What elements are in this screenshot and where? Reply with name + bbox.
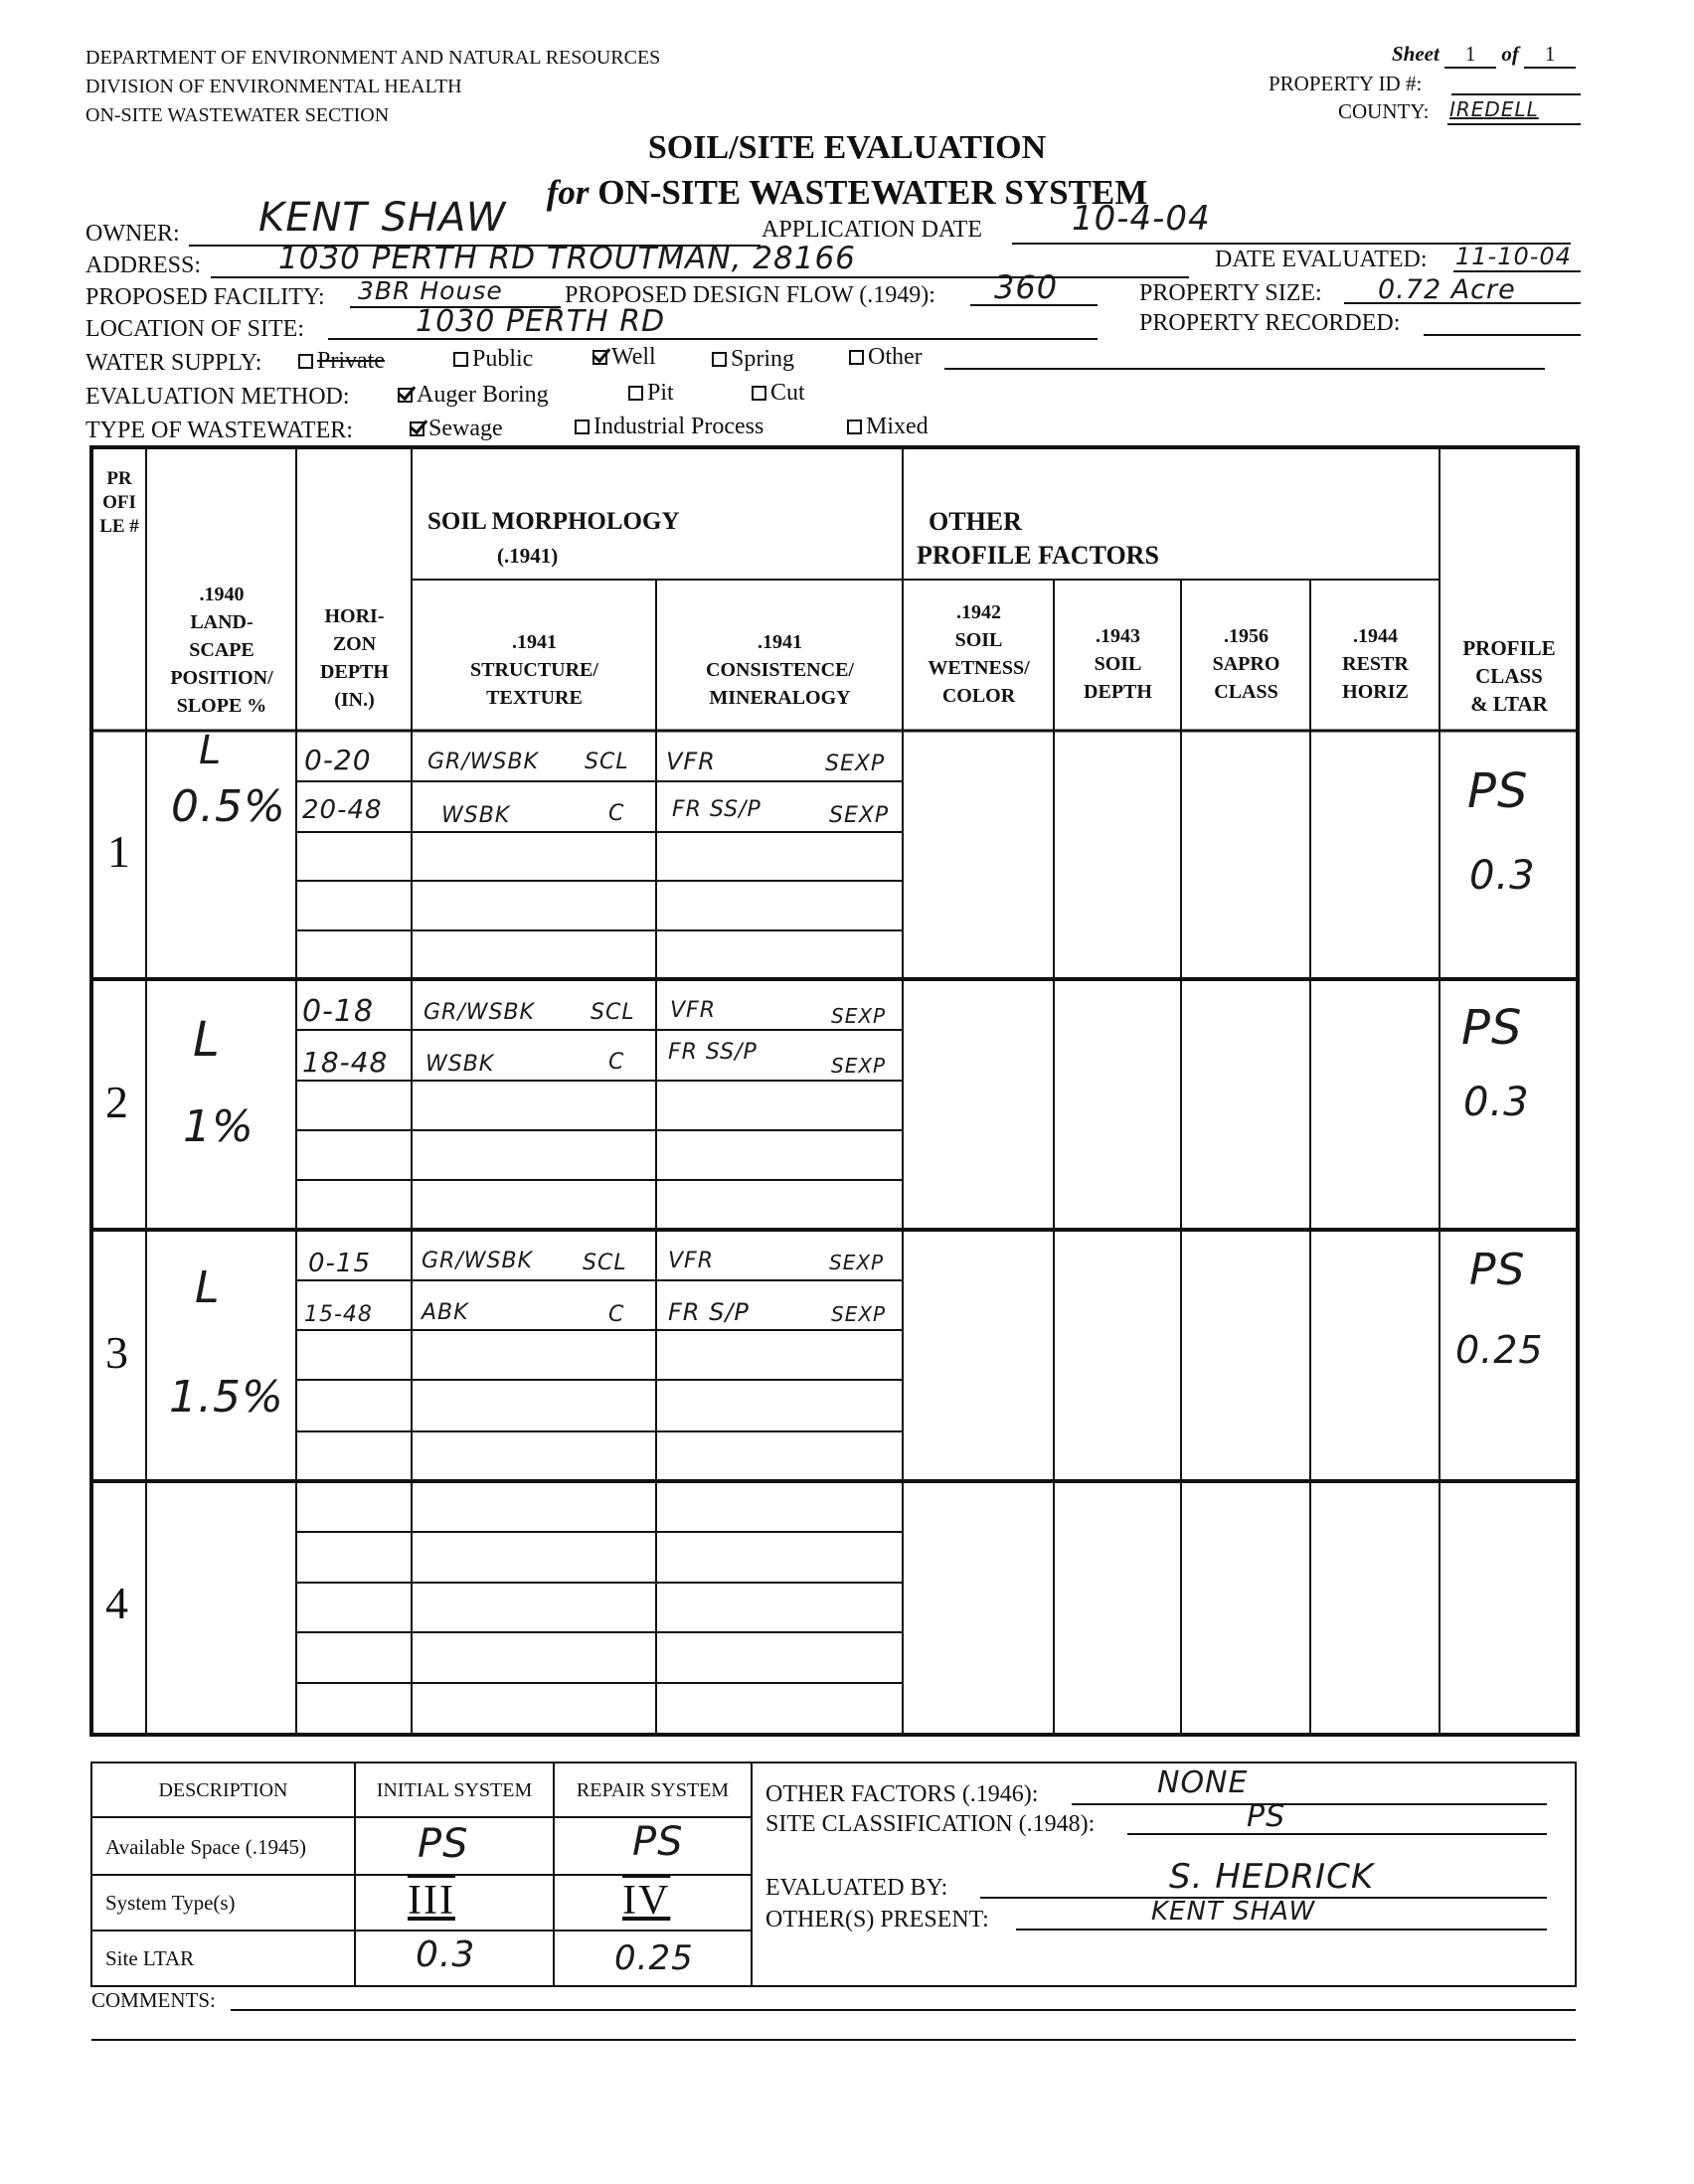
site-class-value[interactable]: PS	[1247, 1799, 1286, 1834]
evaluated-by-signature[interactable]: S. HEDRICK	[1169, 1857, 1375, 1897]
landscape-position[interactable]: L	[195, 1262, 221, 1313]
consistence-header-line: .1941	[758, 631, 802, 653]
restr-header-line: HORIZ	[1342, 681, 1409, 703]
restr-column-header	[1311, 622, 1440, 706]
mineralogy-value[interactable]: SEXP	[831, 1054, 887, 1078]
mineralogy-value[interactable]: SEXP	[829, 803, 890, 828]
mineralogy-value[interactable]: SEXP	[831, 1302, 887, 1326]
horizon-header-line: ZON	[332, 633, 377, 655]
proposed-facility-label: PROPOSED FACILITY:	[85, 284, 325, 310]
others-present-label: OTHER(S) PRESENT:	[765, 1907, 989, 1932]
site-class-line	[1127, 1833, 1547, 1835]
ltar-value[interactable]: 0.3	[1469, 853, 1536, 899]
landscape-header-line: LAND-	[190, 611, 254, 633]
consistence-value[interactable]: VFR	[668, 1249, 714, 1273]
horizon-header-line: HORI-	[324, 605, 385, 627]
landscape-header-line: POSITION/	[170, 667, 273, 689]
structure-header-line: TEXTURE	[486, 687, 583, 709]
site-ltar-label: Site LTAR	[105, 1946, 195, 1970]
spring-label: Spring	[731, 346, 795, 372]
wetness-header-line: SOIL	[954, 629, 1003, 651]
texture-value[interactable]: SCL	[591, 1000, 635, 1025]
horizon-header-line: (IN.)	[334, 689, 375, 711]
profile-class-header-line: PROFILE	[1462, 636, 1556, 660]
restr-header-line: .1944	[1353, 625, 1398, 647]
soil-depth-header-line: SOIL	[1094, 653, 1142, 675]
wastewater-type-label: TYPE OF WASTEWATER:	[85, 418, 353, 443]
other-factors-subtitle: PROFILE FACTORS	[917, 541, 1159, 570]
landscape-position[interactable]: L	[199, 728, 223, 773]
consistence-value[interactable]: FR SS/P	[672, 797, 762, 822]
profile-class-header-line: & LTAR	[1470, 692, 1548, 716]
owner-value[interactable]: KENT SHAW	[258, 195, 507, 241]
location-label: LOCATION OF SITE:	[85, 316, 304, 342]
design-flow-value[interactable]: 360	[994, 268, 1059, 306]
horizon-depth[interactable]: 18-48	[302, 1046, 389, 1079]
evaluation-method-label: EVALUATION METHOD:	[85, 384, 350, 410]
address-label: ADDRESS:	[85, 252, 202, 278]
soil-depth-column-header	[1055, 622, 1181, 706]
horizon-header-line: DEPTH	[320, 661, 389, 683]
horizon-depth[interactable]: 20-48	[302, 795, 383, 825]
structure-value[interactable]: ABK	[422, 1300, 469, 1325]
wetness-column-header	[904, 598, 1054, 710]
system-type-label: System Type(s)	[105, 1891, 236, 1915]
cut-label: Cut	[770, 380, 805, 406]
texture-value[interactable]: C	[608, 1050, 625, 1075]
consistence-header-line: MINERALOGY	[709, 687, 851, 709]
soil-morphology-header	[427, 505, 680, 573]
profile-number: 4	[105, 1578, 128, 1628]
industrial-label: Industrial Process	[593, 414, 764, 439]
soil-morphology-title: SOIL MORPHOLOGY	[427, 508, 680, 535]
auger-boring-label: Auger Boring	[417, 382, 549, 408]
county-label: COUNTY:	[1338, 99, 1430, 123]
form-subtitle-text: ON-SITE WASTEWATER SYSTEM	[597, 173, 1148, 212]
property-id-label: PROPERTY ID #:	[1269, 72, 1423, 95]
other-label: Other	[868, 344, 923, 370]
agency-line: ON-SITE WASTEWATER SECTION	[85, 104, 390, 126]
other-factors-title: OTHER	[929, 507, 1022, 536]
address-value[interactable]: 1030 PERTH RD TROUTMAN, 28166	[278, 241, 856, 276]
site-ltar-initial[interactable]: 0.3	[416, 1934, 476, 1975]
structure-header-line: .1941	[512, 631, 557, 653]
landscape-header-line: .1940	[199, 584, 245, 605]
profile-class-value[interactable]: PS	[1461, 1000, 1523, 1056]
sheet-total[interactable]: 1	[1524, 42, 1576, 69]
form-title: SOIL/SITE EVALUATION	[647, 129, 1047, 166]
ltar-value[interactable]: 0.3	[1463, 1080, 1530, 1125]
horizon-depth[interactable]: 15-48	[304, 1302, 373, 1327]
restr-header-line: RESTR	[1342, 653, 1409, 675]
structure-header-line: STRUCTURE/	[470, 659, 598, 681]
comments-label: COMMENTS:	[91, 1988, 216, 2012]
texture-value[interactable]: SCL	[585, 750, 629, 774]
slope-percent[interactable]: 1.5%	[169, 1372, 284, 1423]
property-recorded-label: PROPERTY RECORDED:	[1139, 310, 1401, 336]
mineralogy-value[interactable]: SEXP	[829, 1251, 885, 1274]
mineralogy-value[interactable]: SEXP	[831, 1004, 887, 1028]
consistence-value[interactable]: VFR	[670, 998, 716, 1023]
county-value[interactable]: IREDELL	[1449, 97, 1539, 121]
summary-description-header: DESCRIPTION	[158, 1779, 288, 1801]
system-type-initial[interactable]: III	[408, 1878, 455, 1924]
others-present-value[interactable]: KENT SHAW	[1151, 1897, 1316, 1927]
consistence-value[interactable]: FR SS/P	[668, 1040, 758, 1065]
structure-value[interactable]: GR/WSBK	[424, 1000, 535, 1025]
property-size-label: PROPERTY SIZE:	[1139, 280, 1322, 306]
application-date-label: APPLICATION DATE	[762, 217, 982, 243]
horizon-depth[interactable]: 0-15	[308, 1249, 372, 1278]
other-factors-label: OTHER FACTORS (.1946):	[765, 1781, 1039, 1807]
other-factors-header	[917, 505, 1159, 573]
agency-line: DIVISION OF ENVIRONMENTAL HEALTH	[85, 76, 462, 97]
sheet-label: Sheet	[1392, 42, 1440, 66]
profile-class-header-line: CLASS	[1475, 664, 1543, 688]
soil-depth-header-line: .1943	[1096, 625, 1140, 647]
profile-number: 3	[105, 1327, 128, 1378]
sapro-column-header	[1182, 622, 1310, 706]
other-factors-value[interactable]: NONE	[1157, 1765, 1249, 1800]
ltar-value[interactable]: 0.25	[1455, 1328, 1544, 1372]
consistence-column-header	[657, 628, 903, 712]
form-subtitle-prefix: for	[546, 173, 590, 212]
texture-value[interactable]: C	[608, 801, 625, 826]
date-evaluated-label: DATE EVALUATED:	[1215, 247, 1428, 272]
wetness-header-line: WETNESS/	[928, 657, 1030, 679]
slope-percent[interactable]: 1%	[183, 1101, 254, 1152]
system-type-repair[interactable]: IV	[622, 1878, 671, 1924]
soil-morphology-code: (.1941)	[497, 544, 559, 568]
texture-value[interactable]: C	[608, 1302, 625, 1327]
mineralogy-value[interactable]: SEXP	[825, 752, 886, 776]
site-ltar-repair[interactable]: 0.25	[614, 1938, 694, 1978]
structure-value[interactable]: WSBK	[425, 1052, 495, 1077]
structure-value[interactable]: GR/WSBK	[427, 750, 539, 774]
evaluated-by-label: EVALUATED BY:	[765, 1875, 948, 1901]
profile-class-value[interactable]: PS	[1469, 1245, 1526, 1295]
others-present-line	[1016, 1929, 1547, 1931]
landscape-header-line: SCAPE	[189, 639, 254, 661]
agency-line: DEPARTMENT OF ENVIRONMENT AND NATURAL RESOURCES	[85, 47, 661, 69]
property-size-value[interactable]: 0.72 Acre	[1378, 274, 1516, 305]
well-label: Well	[611, 344, 656, 370]
public-label: Public	[472, 346, 534, 372]
structure-value[interactable]: WSBK	[441, 803, 511, 828]
wetness-header-line: COLOR	[941, 685, 1016, 707]
other-factors-line	[1072, 1803, 1547, 1805]
structure-column-header	[413, 628, 656, 712]
summary-repair-header: REPAIR SYSTEM	[576, 1779, 730, 1801]
proposed-facility-value[interactable]: 3BR House	[358, 276, 503, 305]
profile-class-column-header	[1440, 634, 1578, 718]
available-space-initial[interactable]: PS	[418, 1821, 469, 1867]
consistence-header-line: CONSISTENCE/	[706, 659, 854, 681]
profile-number: 2	[105, 1077, 128, 1127]
sapro-header-line: CLASS	[1214, 681, 1278, 703]
sheet-number[interactable]: 1	[1444, 42, 1496, 69]
wetness-header-line: .1942	[956, 601, 1001, 623]
slope-percent[interactable]: 0.5%	[171, 781, 286, 832]
available-space-repair[interactable]: PS	[632, 1819, 684, 1865]
sewage-label: Sewage	[428, 416, 503, 441]
mixed-label: Mixed	[866, 414, 929, 439]
consistence-value[interactable]: VFR	[666, 748, 716, 775]
sheet-of-label: of	[1501, 42, 1519, 66]
site-class-label: SITE CLASSIFICATION (.1948):	[765, 1811, 1096, 1837]
landscape-header-line: SLOPE %	[176, 695, 267, 717]
design-flow-label: PROPOSED DESIGN FLOW (.1949):	[565, 282, 935, 308]
texture-value[interactable]: SCL	[583, 1251, 627, 1275]
location-value[interactable]: 1030 PERTH RD	[416, 304, 666, 339]
sapro-header-line: .1956	[1224, 625, 1269, 647]
soil-depth-header-line: DEPTH	[1084, 681, 1152, 703]
horizon-depth[interactable]: 0-20	[304, 744, 372, 776]
available-space-label: Available Space (.1945)	[105, 1835, 306, 1859]
summary-initial-header: INITIAL SYSTEM	[376, 1779, 533, 1801]
date-evaluated-value[interactable]: 11-10-04	[1455, 243, 1572, 270]
sapro-header-line: SAPRO	[1212, 653, 1280, 675]
profile-class-value[interactable]: PS	[1467, 763, 1529, 819]
consistence-value[interactable]: FR S/P	[668, 1298, 750, 1326]
private-label: Private	[317, 348, 385, 374]
horizon-column-header	[297, 602, 412, 714]
horizon-depth[interactable]: 0-18	[302, 994, 375, 1029]
structure-value[interactable]: GR/WSBK	[422, 1249, 533, 1273]
profile-column-header: PROFILE #	[99, 468, 139, 537]
owner-label: OWNER:	[85, 221, 180, 247]
pit-label: Pit	[647, 380, 674, 406]
landscape-column-header	[147, 581, 296, 720]
profile-number: 1	[107, 826, 130, 877]
application-date-value[interactable]: 10-4-04	[1072, 199, 1211, 239]
water-supply-label: WATER SUPPLY:	[85, 350, 262, 376]
landscape-position[interactable]: L	[193, 1012, 221, 1068]
